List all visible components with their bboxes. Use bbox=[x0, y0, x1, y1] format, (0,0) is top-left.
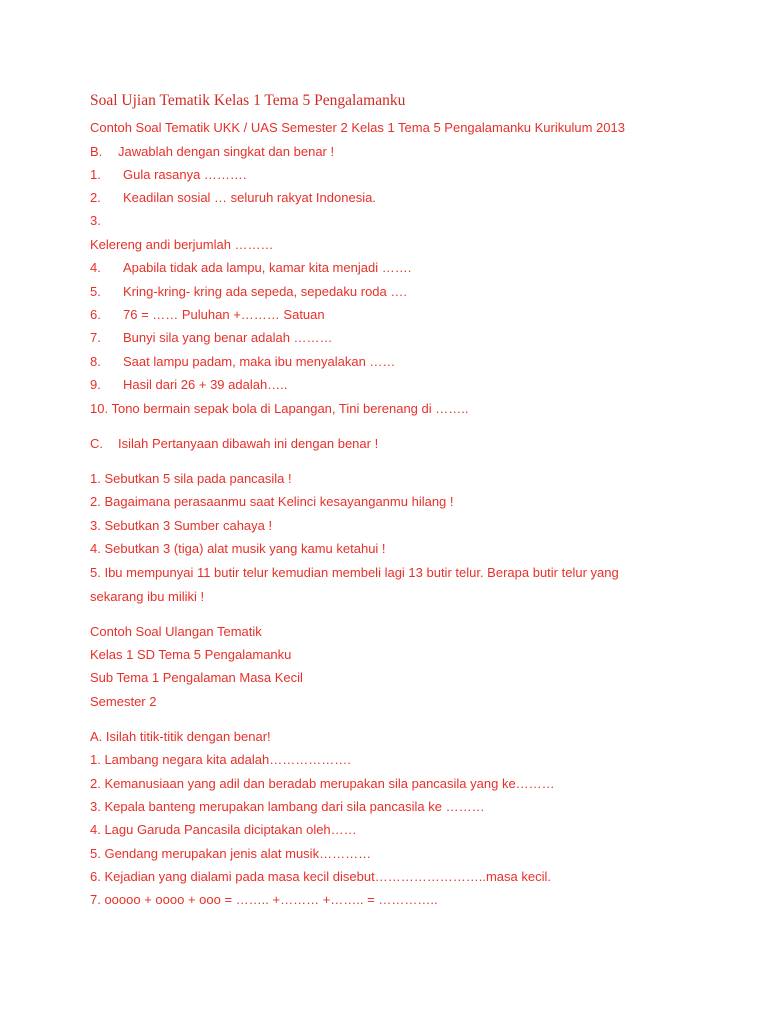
item-number: 5. bbox=[90, 284, 101, 299]
list-item bbox=[90, 213, 123, 228]
item-text: Keadilan sosial … seluruh rakyat Indonesia. bbox=[123, 190, 376, 205]
list-item: 3. Kepala banteng merupakan lambang dari sila pancasila ke ……… bbox=[90, 799, 485, 814]
item-number: 10. bbox=[90, 401, 109, 416]
list-item bbox=[90, 284, 407, 299]
list-item: 3. Sebutkan 3 Sumber cahaya ! bbox=[90, 518, 273, 533]
item-text: Bunyi sila yang benar adalah ……… bbox=[123, 330, 333, 345]
list-item: 2. Bagaimana perasaanmu saat Kelinci kesayanganmu hilang ! bbox=[90, 494, 454, 509]
list-item: 4. Lagu Garuda Pancasila diciptakan oleh…… bbox=[90, 822, 357, 837]
section-c-heading bbox=[90, 436, 378, 451]
list-item: sekarang ibu miliki ! bbox=[90, 589, 205, 604]
section-b-heading bbox=[90, 144, 334, 159]
list-item bbox=[90, 167, 247, 182]
list-item: 5. Ibu mempunyai 11 butir telur kemudian membeli lagi 13 butir telur. Berapa butir telur yang bbox=[90, 565, 619, 580]
item-number: 2. bbox=[90, 190, 101, 205]
item-number: 1. bbox=[90, 167, 101, 182]
item-number: 4. bbox=[90, 260, 101, 275]
item-text: Tono bermain sepak bola di Lapangan, Tini berenang di …….. bbox=[111, 401, 469, 416]
item-text: Kelereng andi berjumlah ……… bbox=[90, 237, 274, 252]
item-number: 7. bbox=[90, 330, 101, 345]
list-item: 4. Sebutkan 3 (tiga) alat musik yang kamu ketahui ! bbox=[90, 541, 386, 556]
item-text: Saat lampu padam, maka ibu menyalakan …… bbox=[123, 354, 396, 369]
list-item bbox=[90, 307, 325, 322]
list-item bbox=[90, 237, 274, 252]
item-text: Kring-kring- kring ada sepeda, sepedaku roda …. bbox=[123, 284, 407, 299]
document-title: Soal Ujian Tematik Kelas 1 Tema 5 Pengalamanku bbox=[90, 92, 406, 109]
block-line: Semester 2 bbox=[90, 694, 157, 709]
list-item: 7. ooooo + oooo + ooo = …….. +……… +…….. = ………….. bbox=[90, 892, 438, 907]
list-item bbox=[90, 354, 395, 369]
section-b-text: Jawablah dengan singkat dan benar ! bbox=[118, 144, 335, 159]
block-line: Contoh Soal Ulangan Tematik bbox=[90, 624, 262, 639]
list-item: 2. Kemanusiaan yang adil dan beradab merupakan sila pancasila yang ke……… bbox=[90, 776, 555, 791]
block-line: Sub Tema 1 Pengalaman Masa Kecil bbox=[90, 670, 303, 685]
list-item bbox=[90, 377, 287, 392]
item-text: Gula rasanya ………. bbox=[123, 167, 247, 182]
item-number: 6. bbox=[90, 307, 101, 322]
item-text: Apabila tidak ada lampu, kamar kita menjadi ……. bbox=[123, 260, 412, 275]
list-item bbox=[90, 190, 376, 205]
section-b-label: B. bbox=[90, 144, 103, 159]
item-text: Hasil dari 26 + 39 adalah….. bbox=[123, 377, 288, 392]
list-item: 1. Sebutkan 5 sila pada pancasila ! bbox=[90, 471, 292, 486]
document-subtitle: Contoh Soal Tematik UKK / UAS Semester 2 Kelas 1 Tema 5 Pengalamanku Kurikulum 2013 bbox=[90, 120, 625, 135]
item-number: 9. bbox=[90, 377, 101, 392]
section-c-label: C. bbox=[90, 436, 103, 451]
item-number: 3. bbox=[90, 213, 101, 228]
item-number: 8. bbox=[90, 354, 101, 369]
section-a-heading: A. Isilah titik-titik dengan benar! bbox=[90, 729, 271, 744]
section-c-text: Isilah Pertanyaan dibawah ini dengan benar ! bbox=[118, 436, 379, 451]
list-item bbox=[90, 330, 333, 345]
list-item bbox=[90, 401, 468, 416]
item-text: 76 = …… Puluhan +……… Satuan bbox=[123, 307, 325, 322]
block-line: Kelas 1 SD Tema 5 Pengalamanku bbox=[90, 647, 292, 662]
list-item: 5. Gendang merupakan jenis alat musik………… bbox=[90, 846, 372, 861]
list-item: 1. Lambang negara kita adalah………………. bbox=[90, 752, 351, 767]
list-item bbox=[90, 260, 411, 275]
list-item: 6. Kejadian yang dialami pada masa kecil disebut……………………..masa kecil. bbox=[90, 869, 551, 884]
